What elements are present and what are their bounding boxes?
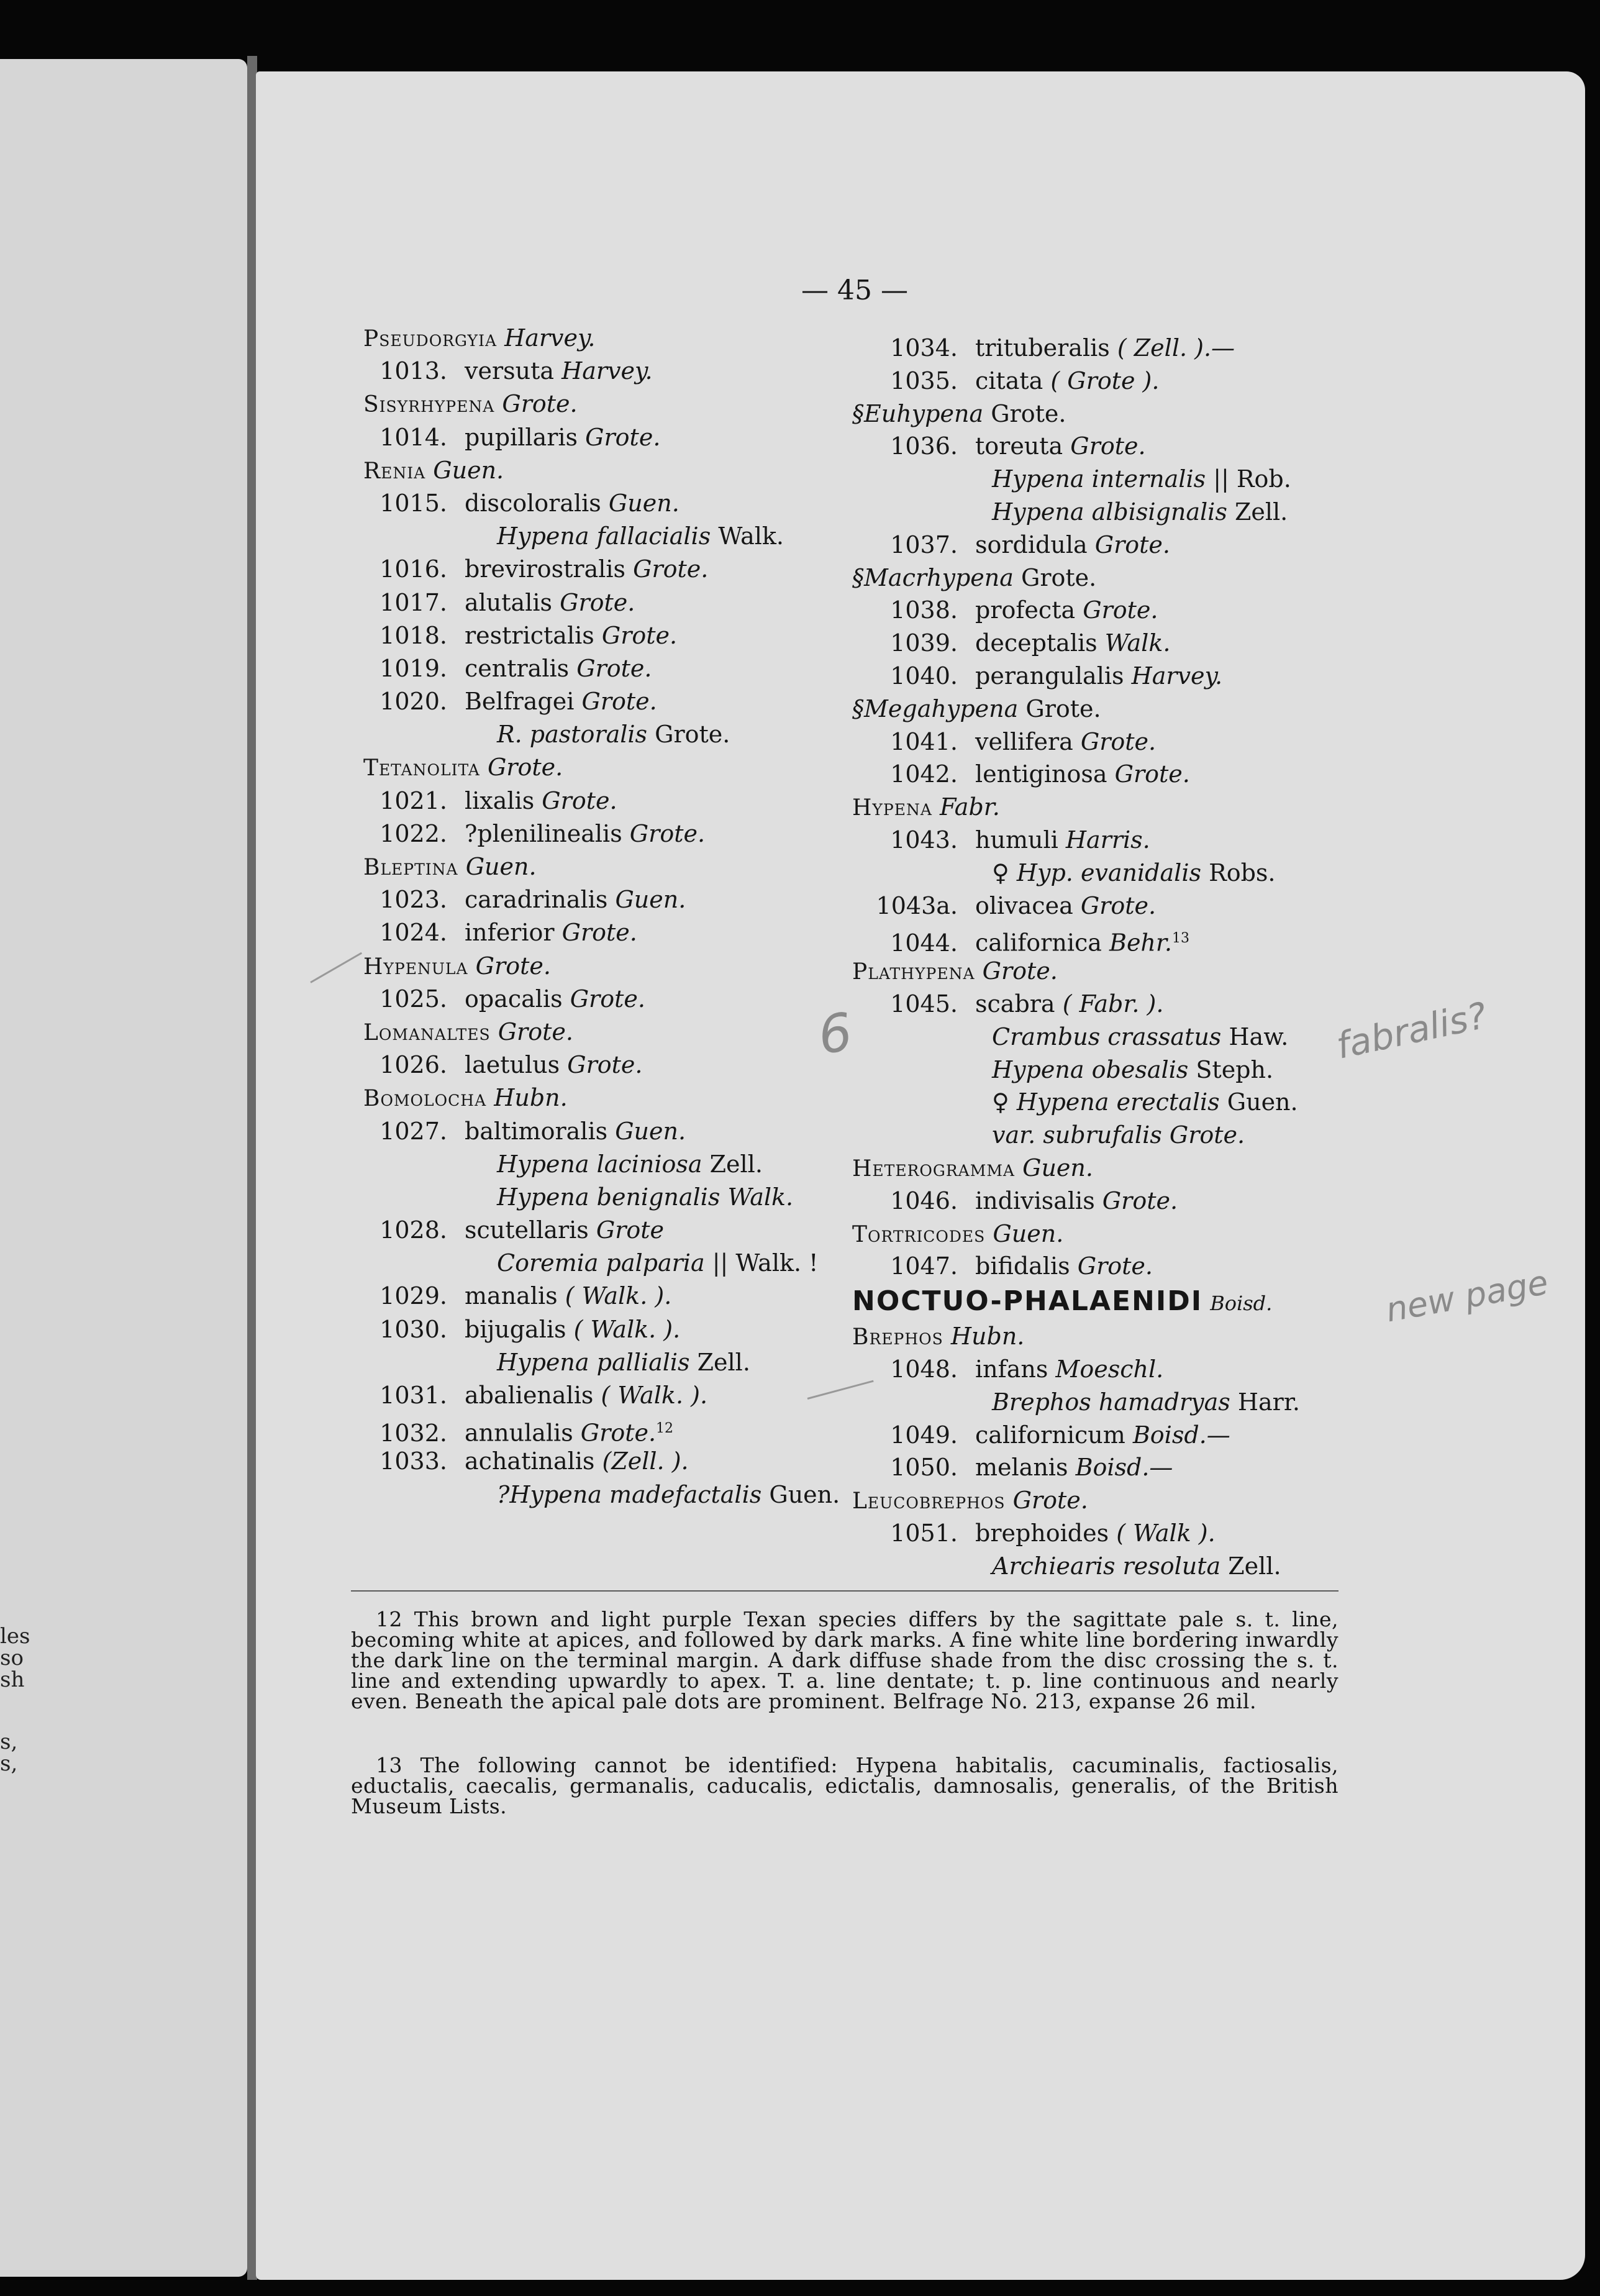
footnote-ref: 13 — [1171, 931, 1189, 947]
species-number: 1040. — [890, 662, 958, 690]
taxon-name: Pseudorgyia — [363, 326, 497, 352]
synonym-name: Coremia palparia || — [497, 1249, 729, 1277]
species-author: ( Walk ). — [1116, 1519, 1216, 1547]
synonym-author: Grote. — [1169, 1121, 1245, 1149]
species-number: 1048. — [890, 1355, 958, 1383]
species-author: Grote. — [1070, 432, 1146, 460]
species-name: caradrinalis — [465, 886, 608, 914]
species-entry — [852, 758, 1411, 791]
synonym-name: ♀ Hypena erectalis — [992, 1088, 1220, 1116]
synonym-entry — [852, 1086, 1411, 1119]
species-number: 1018. — [380, 621, 447, 649]
species-entry — [852, 430, 1411, 463]
species-number: 1051. — [890, 1519, 958, 1547]
taxon-author: Guen. — [1022, 1154, 1093, 1182]
species-number: 1047. — [890, 1252, 958, 1280]
taxon-author: Grote. — [475, 952, 551, 980]
synonym-entry — [852, 1550, 1411, 1583]
species-entry — [852, 1451, 1411, 1484]
species-name: lentiginosa — [975, 760, 1107, 788]
species-name: infans — [975, 1355, 1048, 1383]
species-number: 1029. — [380, 1282, 447, 1310]
species-entry — [363, 1379, 854, 1412]
species-name: citata — [975, 367, 1043, 394]
species-author: Grote. — [560, 588, 635, 616]
species-author: Grote. — [585, 423, 661, 451]
taxon-author: Grote. — [498, 1018, 573, 1046]
species-number: 1027. — [380, 1117, 447, 1145]
taxon-name: Heterogramma — [852, 1155, 1015, 1182]
species-name: Belfragei — [465, 688, 575, 716]
synonym-entry — [363, 1181, 854, 1214]
species-entry — [363, 1115, 854, 1148]
section-heading — [852, 398, 1411, 430]
species-author: Grote. — [1083, 596, 1158, 624]
synonym-entry — [363, 1247, 854, 1280]
taxon-name: Hypenula — [363, 954, 468, 980]
species-author: Behr. — [1109, 929, 1172, 957]
species-entry — [852, 1353, 1411, 1386]
species-number: 1028. — [380, 1216, 447, 1244]
species-number: 1017. — [380, 588, 447, 616]
synonym-author: Rob. — [1236, 465, 1291, 493]
species-author: ( Zell. ).— — [1117, 334, 1235, 362]
taxon-author: Grote. — [991, 399, 1066, 427]
species-author: Grote. — [567, 1051, 643, 1079]
species-author: Guen. — [615, 1117, 686, 1145]
synonym-entry — [852, 857, 1411, 890]
synonym-entry — [852, 1021, 1411, 1054]
species-author: Guen. — [615, 886, 686, 914]
species-author: Walk. — [1104, 629, 1171, 657]
species-name: centralis — [465, 654, 570, 682]
taxon-name: Brephos — [852, 1324, 943, 1351]
left-page-fragment: les — [0, 1624, 30, 1649]
species-number: 1036. — [890, 432, 958, 460]
species-number: 1044. — [890, 929, 958, 957]
species-entry — [852, 332, 1411, 365]
synonym-entry — [852, 1119, 1411, 1152]
synonym-author: Zell. — [697, 1348, 750, 1376]
taxon-author: Hubn. — [950, 1323, 1025, 1351]
footnote-ref: 12 — [656, 1421, 674, 1437]
synonym-entry — [852, 496, 1411, 529]
genus-heading — [363, 1016, 854, 1049]
genus-heading — [363, 850, 854, 883]
species-author: ( Walk. ). — [573, 1315, 681, 1343]
species-name: scutellaris — [465, 1216, 589, 1244]
taxon-author: Guen. — [993, 1219, 1064, 1247]
footnote-13: 13 The following cannot be identified: Hypena habitalis, cacuminalis, factiosalis, eductalis, caecalis, germanalis, caducalis, edictalis, damnosalis, generalis, of the British Museum Lists. — [351, 1753, 1339, 1818]
species-name: perangulalis — [975, 662, 1124, 690]
genus-heading — [852, 1152, 1411, 1185]
species-author: Grote. — [542, 786, 617, 814]
pencil-note-new-page: new page — [1383, 1262, 1552, 1330]
synonym-author: Guen. — [769, 1480, 840, 1508]
species-author: Moeschl. — [1055, 1355, 1164, 1383]
species-entry — [852, 660, 1411, 693]
species-author: Grote. — [1102, 1187, 1178, 1214]
checklist-column-left — [363, 322, 857, 1511]
synonym-name: Crambus crassatus — [992, 1023, 1222, 1050]
species-author: Grote — [596, 1216, 665, 1244]
synonym-entry — [852, 1386, 1411, 1419]
left-page-fragment: s, — [0, 1729, 18, 1754]
synonym-name: var. subrufalis — [992, 1121, 1162, 1149]
taxon-author: Grote. — [502, 390, 578, 418]
section-heading — [852, 693, 1411, 726]
species-entry — [852, 1517, 1411, 1550]
species-number: 1033. — [380, 1447, 447, 1475]
species-author: Harvey. — [1131, 662, 1223, 690]
species-name: sordidula — [975, 531, 1088, 558]
taxon-author: Harvey. — [504, 324, 596, 352]
species-author: Grote. — [561, 919, 637, 947]
species-author: ( Walk. ). — [565, 1282, 672, 1310]
species-number: 1035. — [890, 367, 958, 394]
taxon-author: Hubn. — [494, 1084, 568, 1112]
species-number: 1043a. — [876, 891, 958, 919]
species-entry — [852, 824, 1411, 857]
species-entry — [363, 1445, 854, 1478]
species-entry — [852, 365, 1411, 398]
species-author: Grote. — [633, 555, 709, 583]
synonym-name: Hypena albisignalis — [992, 498, 1227, 526]
species-number: 1038. — [890, 596, 958, 624]
species-name: inferior — [465, 919, 555, 947]
taxon-name: Hypena — [852, 795, 932, 821]
species-number: 1014. — [380, 423, 447, 451]
species-entry — [363, 1280, 854, 1313]
species-entry — [363, 553, 854, 586]
species-entry — [852, 890, 1411, 922]
species-name: californicum — [975, 1421, 1125, 1449]
species-name: ?plenilinealis — [465, 819, 622, 847]
synonym-entry — [363, 1346, 854, 1379]
synonym-name: Hypena internalis || — [992, 465, 1229, 493]
species-entry — [363, 586, 854, 619]
species-name: lixalis — [465, 786, 535, 814]
species-entry — [852, 594, 1411, 627]
synonym-author: Grote. — [655, 721, 730, 749]
species-author: Boisd.— — [1075, 1454, 1173, 1482]
species-entry — [363, 685, 854, 718]
synonym-name: Hypena laciniosa — [497, 1150, 702, 1178]
species-name: opacalis — [465, 985, 563, 1013]
synonym-name: Hypena obesalis — [992, 1055, 1189, 1083]
species-number: 1045. — [890, 990, 958, 1018]
species-name: achatinalis — [465, 1447, 595, 1475]
species-number: 1025. — [380, 985, 447, 1013]
species-entry — [852, 529, 1411, 562]
synonym-author: Walk. — [727, 1183, 794, 1211]
species-author: ( Walk. ). — [601, 1382, 708, 1409]
synonym-entry — [852, 1054, 1411, 1086]
species-author: Grote. — [570, 985, 645, 1013]
genus-heading — [363, 454, 854, 487]
synonym-author: Guen. — [1227, 1088, 1298, 1116]
genus-heading — [363, 950, 854, 983]
synonym-name: ♀ Hyp. evanidalis — [992, 859, 1201, 886]
synonym-name: ?Hypena madefactalis — [497, 1480, 762, 1508]
genus-heading — [363, 751, 854, 784]
species-name: scabra — [975, 990, 1055, 1018]
species-author: Grote. — [601, 621, 678, 649]
species-entry — [363, 1049, 854, 1082]
species-number: 1026. — [380, 1051, 447, 1079]
species-name: humuli — [975, 826, 1058, 854]
species-entry — [363, 818, 854, 850]
species-number: 1041. — [890, 727, 958, 755]
synonym-author: Zell. — [1234, 498, 1288, 526]
synonym-author: Zell. — [709, 1150, 763, 1178]
species-name: alutalis — [465, 588, 553, 616]
synonym-entry — [363, 520, 854, 553]
species-entry — [852, 988, 1411, 1021]
species-number: 1030. — [380, 1315, 447, 1343]
synonym-name: Hypena benignalis — [497, 1183, 720, 1211]
synonym-name: Archiearis resoluta — [992, 1552, 1221, 1580]
species-author: Boisd.— — [1132, 1421, 1230, 1449]
taxon-author: Guen. — [433, 456, 504, 484]
synonym-name: Hypena pallialis — [497, 1348, 690, 1376]
species-number: 1019. — [380, 654, 447, 682]
synonym-name: Hypena fallacialis — [497, 522, 711, 550]
species-author: Grote. — [576, 654, 652, 682]
synonym-author: Haw. — [1229, 1023, 1289, 1050]
species-entry — [852, 1250, 1411, 1283]
species-author: Grote. — [1094, 531, 1170, 558]
species-name: brephoides — [975, 1519, 1109, 1547]
taxon-author: Grote. — [1025, 695, 1101, 722]
species-name: annulalis — [465, 1419, 573, 1447]
genus-heading — [852, 1484, 1411, 1517]
genus-heading — [852, 955, 1411, 988]
synonym-entry — [852, 463, 1411, 496]
species-name: pupillaris — [465, 423, 578, 451]
synonym-name: R. pastoralis — [497, 721, 648, 749]
species-name: laetulus — [465, 1051, 560, 1079]
genus-heading — [852, 791, 1411, 824]
left-page-fragment: so — [0, 1646, 24, 1670]
species-entry — [363, 421, 854, 454]
genus-heading — [363, 1082, 854, 1114]
species-entry — [363, 652, 854, 685]
species-number: 1031. — [380, 1382, 447, 1409]
species-author: Guen. — [608, 489, 680, 517]
taxon-name: §Macrhypena — [852, 563, 1014, 591]
species-number: 1020. — [380, 688, 447, 716]
species-number: 1050. — [890, 1454, 958, 1482]
species-number: 1037. — [890, 531, 958, 558]
synonym-author: Harr. — [1237, 1388, 1300, 1416]
species-entry — [363, 619, 854, 652]
species-entry — [363, 883, 854, 916]
species-name: californica — [975, 929, 1102, 957]
species-entry — [363, 1412, 854, 1445]
species-name: manalis — [465, 1282, 558, 1310]
taxon-name: Renia — [363, 458, 426, 484]
taxon-author: Grote. — [982, 957, 1058, 985]
pencil-margin-six: 6 — [814, 1001, 857, 1067]
synonym-entry — [363, 1148, 854, 1181]
species-name: baltimoralis — [465, 1117, 608, 1145]
species-entry — [363, 355, 854, 388]
species-number: 1046. — [890, 1187, 958, 1214]
checklist-column-right — [852, 332, 1411, 1582]
synonym-name: Brephos hamadryas — [992, 1388, 1230, 1416]
synonym-author: Walk. ! — [735, 1249, 819, 1277]
species-author: Grote. — [1080, 727, 1157, 755]
taxon-author: Grote. — [1012, 1487, 1088, 1515]
species-entry — [852, 1419, 1411, 1452]
taxon-name: Bleptina — [363, 855, 458, 880]
footnote-rule — [351, 1590, 1339, 1592]
species-name: bifidalis — [975, 1252, 1070, 1280]
species-number: 1013. — [380, 357, 447, 385]
species-name: melanis — [975, 1454, 1068, 1482]
species-number: 1016. — [380, 555, 447, 583]
taxon-name: Tetanolita — [363, 755, 480, 781]
genus-heading — [852, 1320, 1411, 1353]
species-entry — [852, 627, 1411, 660]
species-name: deceptalis — [975, 629, 1098, 657]
species-name: indivisalis — [975, 1187, 1095, 1214]
family-name: NOCTUO-PHALAENIDI — [852, 1285, 1203, 1318]
species-author: Grote. — [1077, 1252, 1153, 1280]
pencil-note-scabra: fabralis? — [1332, 994, 1491, 1067]
species-author: Grote. — [1114, 760, 1190, 788]
species-number: 1023. — [380, 886, 447, 914]
synonym-author: Zell. — [1228, 1552, 1281, 1580]
family-author: Boisd. — [1210, 1292, 1273, 1316]
species-number: 1034. — [890, 334, 958, 362]
species-name: discoloralis — [465, 489, 601, 517]
species-number: 1021. — [380, 786, 447, 814]
taxon-author: Grote. — [487, 754, 563, 781]
facing-page-edge — [0, 59, 247, 2277]
species-name: brevirostralis — [465, 555, 626, 583]
footnote-12: 12 This brown and light purple Texan species differs by the sagittate pale s. t. line, becoming white at apices, and followed by dark marks. A fine white line bordering inwardly the dark line on the terminal margin. A dark diffuse shade from the disc crossing the s. t. line and extending upwardly to apex. T. a. line dentate; t. p. line continuous and nearly even. Beneath the apical pale dots are prominent. Belfrage No. 213, expanse 26 mil. — [351, 1607, 1339, 1713]
species-entry — [363, 1214, 854, 1247]
family-heading — [852, 1283, 1411, 1320]
species-number: 1039. — [890, 629, 958, 657]
species-author: Harris. — [1065, 826, 1150, 854]
taxon-name: Lomanaltes — [363, 1019, 491, 1046]
taxon-author: Fabr. — [940, 793, 1000, 821]
species-name: bijugalis — [465, 1315, 566, 1343]
taxon-author: Grote. — [1021, 563, 1097, 591]
taxon-name: Plathypena — [852, 959, 975, 985]
species-author: ( Grote ). — [1050, 367, 1160, 394]
genus-heading — [363, 388, 854, 421]
species-number: 1042. — [890, 760, 958, 788]
taxon-name: §Megahypena — [852, 695, 1019, 722]
species-entry — [363, 487, 854, 520]
taxon-name: Sisyrhypena — [363, 392, 495, 418]
species-entry — [363, 916, 854, 949]
species-author: Harvey. — [561, 357, 653, 385]
taxon-name: §Euhypena — [852, 399, 984, 427]
synonym-entry — [363, 1478, 854, 1511]
species-name: restrictalis — [465, 621, 594, 649]
species-name: abalienalis — [465, 1382, 594, 1409]
species-name: toreuta — [975, 432, 1063, 460]
synonym-author: Walk. — [718, 522, 784, 550]
synonym-author: Robs. — [1209, 859, 1276, 886]
taxon-author: Guen. — [465, 853, 537, 880]
taxon-name: Bomolocha — [363, 1086, 487, 1112]
species-entry — [852, 726, 1411, 758]
genus-heading — [363, 322, 854, 355]
taxon-name: Tortricodes — [852, 1221, 986, 1247]
species-author: Grote. — [580, 1419, 657, 1447]
species-author: (Zell. ). — [602, 1447, 689, 1475]
synonym-entry — [363, 718, 854, 751]
species-author: Grote. — [629, 819, 706, 847]
taxon-name: Leucobrephos — [852, 1488, 1006, 1515]
species-name: profecta — [975, 596, 1076, 624]
species-entry — [363, 983, 854, 1016]
synonym-author: Steph. — [1196, 1055, 1274, 1083]
species-number: 1043. — [890, 826, 958, 854]
species-author: ( Fabr. ). — [1062, 990, 1164, 1018]
page-number: — 45 — — [801, 275, 908, 306]
species-name: versuta — [465, 357, 555, 385]
left-page-fragment: s, — [0, 1751, 18, 1776]
species-name: vellifera — [975, 727, 1073, 755]
species-number: 1015. — [380, 489, 447, 517]
species-number: 1032. — [380, 1419, 447, 1447]
species-name: trituberalis — [975, 334, 1110, 362]
species-entry — [852, 1185, 1411, 1218]
genus-heading — [852, 1218, 1411, 1250]
species-number: 1049. — [890, 1421, 958, 1449]
species-author: Grote. — [1080, 891, 1157, 919]
section-heading — [852, 562, 1411, 594]
species-entry — [852, 922, 1411, 955]
left-page-fragment: sh — [0, 1667, 25, 1692]
species-entry — [363, 1313, 854, 1346]
species-entry — [363, 785, 854, 818]
species-number: 1022. — [380, 819, 447, 847]
species-author: Grote. — [581, 688, 657, 716]
species-name: olivacea — [975, 891, 1073, 919]
species-number: 1024. — [380, 919, 447, 947]
